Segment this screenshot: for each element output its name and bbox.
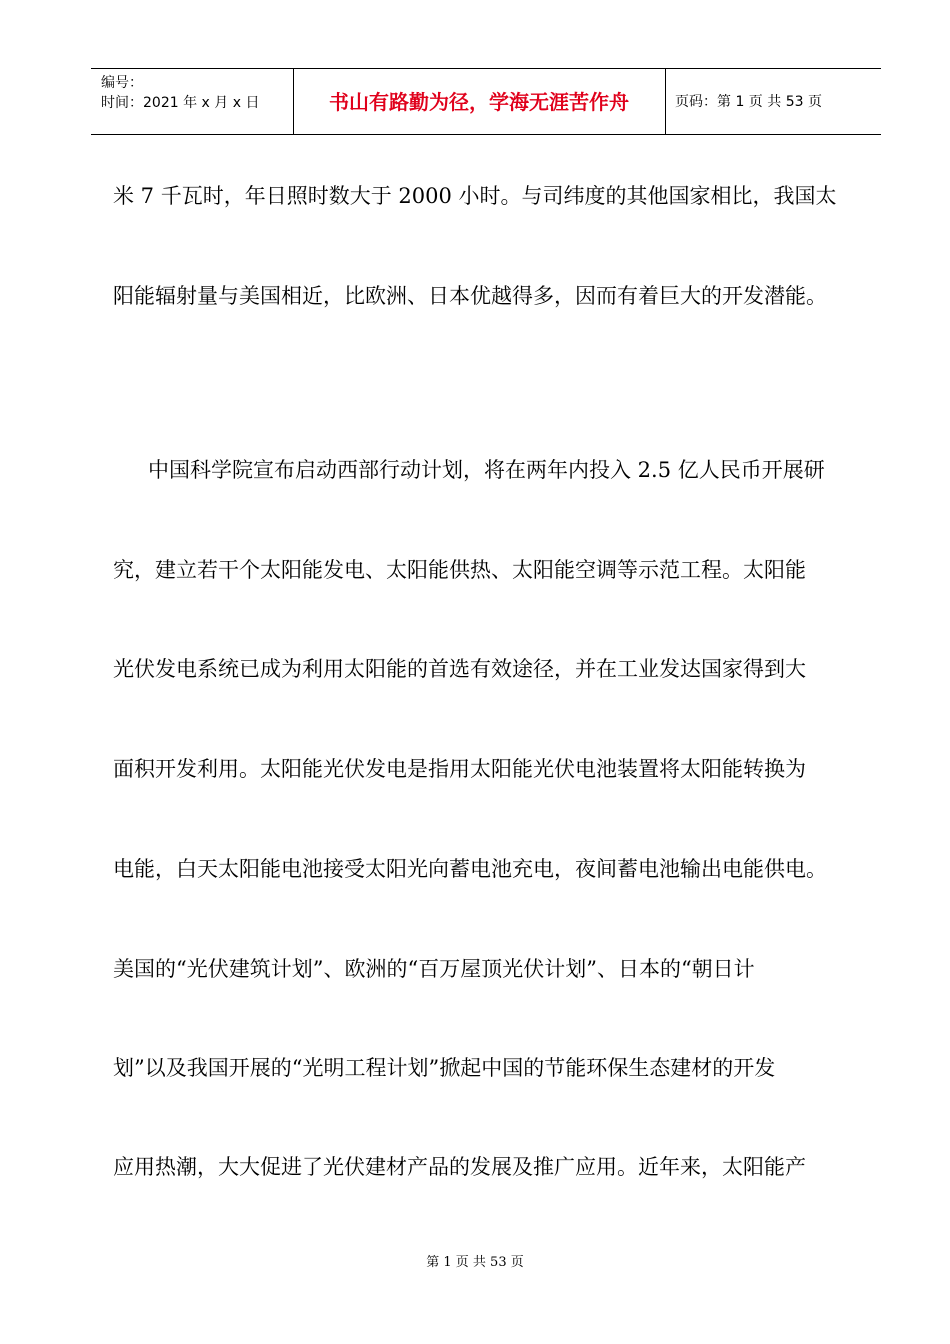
body-text-line: 应用热潮，大大促进了光伏建材产品的发展及推广应用。近年来，太阳能产 (113, 1155, 806, 1179)
header-motto: 书山有路勤为径，学海无涯苦作舟 (329, 90, 629, 114)
serial-number-label: 编号： (101, 75, 143, 91)
body-text-line: 阳能辐射量与美国相近，比欧洲、日本优越得多，因而有着巨大的开发潜能。 (113, 284, 827, 308)
date-label: 时间：2021 年 x 月 x 日 (101, 95, 260, 111)
paragraph-first-line: 中国科学院宣布启动西部行动计划，将在两年内投入 2.5 亿人民币开展研 (148, 458, 825, 482)
body-text-line: 美国的“光伏建筑计划”、欧洲的“百万屋顶光伏计划”、日本的“朝日计 (113, 957, 755, 981)
header-page-info: 页码：第 1 页 共 53 页 (675, 94, 822, 110)
body-text-line: 划”以及我国开展的“光明工程计划”掀起中国的节能环保生态建材的开发 (113, 1056, 776, 1080)
page-header (91, 68, 881, 135)
header-divider-right (665, 69, 666, 135)
body-text-line: 电能，白天太阳能电池接受太阳光向蓄电池充电，夜间蓄电池输出电能供电。 (113, 857, 827, 881)
body-text-line: 米 7 千瓦时，年日照时数大于 2000 小时。与司纬度的其他国家相比，我国太 (113, 184, 837, 208)
body-text-line: 究，建立若干个太阳能发电、太阳能供热、太阳能空调等示范工程。太阳能 (113, 558, 806, 582)
header-meta (101, 73, 259, 113)
body-text-line: 面积开发利用。太阳能光伏发电是指用太阳能光伏电池装置将太阳能转换为 (113, 757, 806, 781)
body-text-line: 光伏发电系统已成为利用太阳能的首选有效途径，并在工业发达国家得到大 (113, 657, 806, 681)
page-footer: 第 1 页 共 53 页 (426, 1255, 524, 1270)
